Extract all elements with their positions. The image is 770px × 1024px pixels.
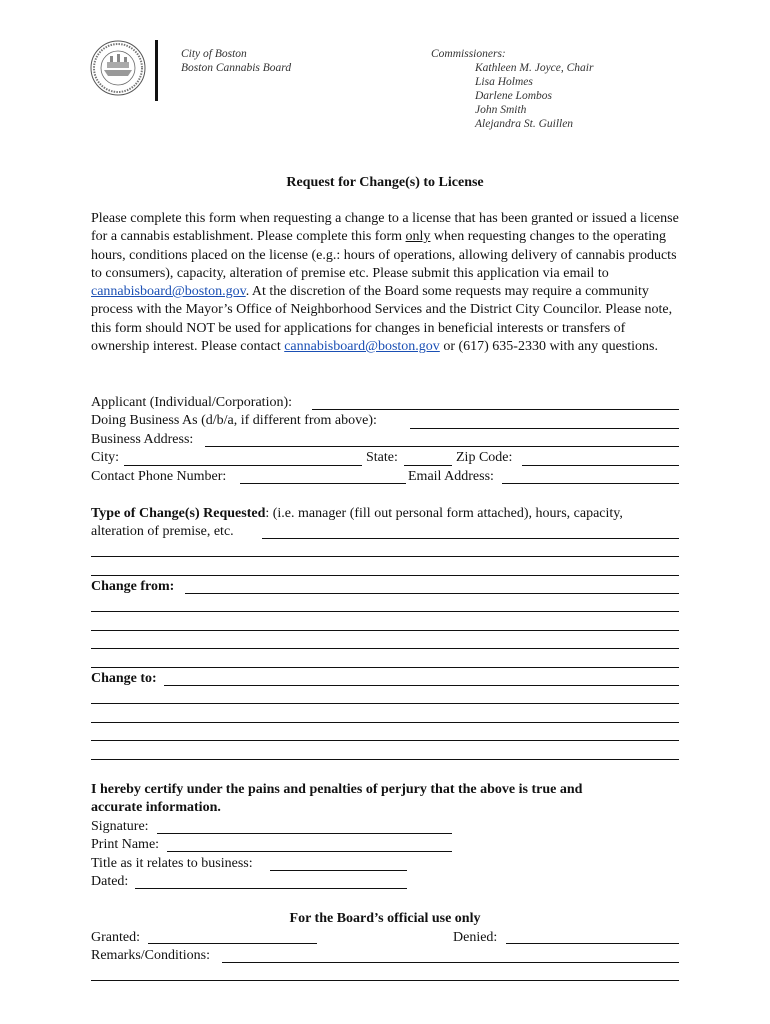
change-from-field[interactable] (185, 593, 679, 594)
intro-only: only (405, 229, 431, 245)
type-change-field[interactable] (91, 556, 679, 557)
change-from-label: Change from: (91, 579, 175, 594)
address-field[interactable] (205, 446, 679, 447)
denied-field[interactable] (506, 943, 679, 944)
email-field[interactable] (502, 483, 679, 484)
intro-text: or (617) 635-2330 with any questions. (439, 339, 658, 355)
certify-line2: accurate information. (91, 800, 221, 815)
type-change-line1 (91, 505, 623, 523)
state-label: State: (366, 450, 398, 465)
change-from-field[interactable] (91, 630, 679, 631)
type-change-line2: alteration of premise, etc. (91, 524, 234, 539)
intro-paragraph (91, 210, 683, 356)
remarks-field[interactable] (222, 962, 679, 963)
remarks-field[interactable] (91, 980, 679, 981)
email-link[interactable]: cannabisboard@boston.gov (284, 339, 440, 355)
zip-label: Zip Code: (456, 450, 513, 465)
signature-label: Signature: (91, 819, 149, 834)
print-name-label: Print Name: (91, 837, 160, 852)
intro-text: when requesting changes to the operating hours, conditions placed on the license (e.g.: hours of operations, allowing delivery of cannabis products to consumers), capacity, alteration of premise etc. Please submit this application via email to (91, 229, 677, 281)
intro-text: Please complete this form when requesting a change to a license that has been granted or issued a license for a cannabis establishment. Please complete this form (91, 211, 679, 245)
phone-field[interactable] (240, 483, 406, 484)
title-label: Title as it relates to business: (91, 856, 253, 871)
applicant-label: Applicant (Individual/Corporation): (91, 395, 293, 410)
dated-field[interactable] (135, 888, 407, 889)
org-board: Boston Cannabis Board (181, 62, 292, 74)
remarks-label: Remarks/Conditions: (91, 948, 210, 963)
zip-field[interactable] (522, 465, 679, 466)
city-seal-icon (90, 40, 146, 96)
change-from-field[interactable] (91, 667, 679, 668)
email-link[interactable]: cannabisboard@boston.gov (91, 284, 246, 300)
commissioner: Darlene Lombos (475, 90, 552, 102)
change-to-field[interactable] (91, 722, 679, 723)
commissioner: Lisa Holmes (475, 76, 533, 88)
dated-label: Dated: (91, 874, 129, 889)
commissioner: Alejandra St. Guillen (475, 118, 574, 130)
city-field[interactable] (124, 465, 362, 466)
change-to-field[interactable] (164, 685, 679, 686)
print-name-field[interactable] (167, 851, 452, 852)
phone-label: Contact Phone Number: (91, 469, 227, 484)
denied-label: Denied: (453, 930, 498, 945)
title-field[interactable] (270, 870, 407, 871)
dba-label: Doing Business As (d/b/a, if different from above): (91, 413, 377, 428)
change-to-label: Change to: (91, 671, 157, 686)
change-to-field[interactable] (91, 740, 679, 741)
applicant-field[interactable] (312, 409, 679, 410)
org-city: City of Boston (181, 48, 247, 60)
type-change-field[interactable] (91, 575, 679, 576)
type-change-label: Type of Change(s) Requested (91, 506, 266, 521)
commissioner: John Smith (475, 104, 527, 116)
commissioners-list (475, 61, 593, 131)
change-from-field[interactable] (91, 648, 679, 649)
state-field[interactable] (404, 465, 452, 466)
type-change-field[interactable] (262, 538, 679, 539)
granted-field[interactable] (148, 943, 317, 944)
header-divider (155, 40, 158, 101)
type-change-desc: : (i.e. manager (fill out personal form attached), hours, capacity, (265, 506, 623, 521)
org-info (181, 47, 291, 75)
commissioner: Kathleen M. Joyce, Chair (475, 62, 594, 74)
signature-field[interactable] (157, 833, 452, 834)
commissioners-label: Commissioners: (431, 48, 506, 60)
email-label: Email Address: (408, 469, 494, 484)
change-to-field[interactable] (91, 759, 679, 760)
change-to-field[interactable] (91, 703, 679, 704)
address-label: Business Address: (91, 432, 194, 447)
official-use-heading: For the Board’s official use only (289, 911, 481, 926)
change-from-field[interactable] (91, 611, 679, 612)
certify-line1: I hereby certify under the pains and penalties of perjury that the above is true and (91, 782, 583, 797)
intro-text: . At the discretion of the Board some requests may require a community process with the Mayor’s Office of Neighborhood Services and the District City Councilor. Please note, this form should NOT be used for applications for changes in beneficial interests or transfers of ownership interest. Please contact (91, 284, 673, 355)
page-title: Request for Change(s) to License (286, 175, 484, 190)
granted-label: Granted: (91, 930, 140, 945)
dba-field[interactable] (410, 428, 679, 429)
city-label: City: (91, 450, 120, 465)
